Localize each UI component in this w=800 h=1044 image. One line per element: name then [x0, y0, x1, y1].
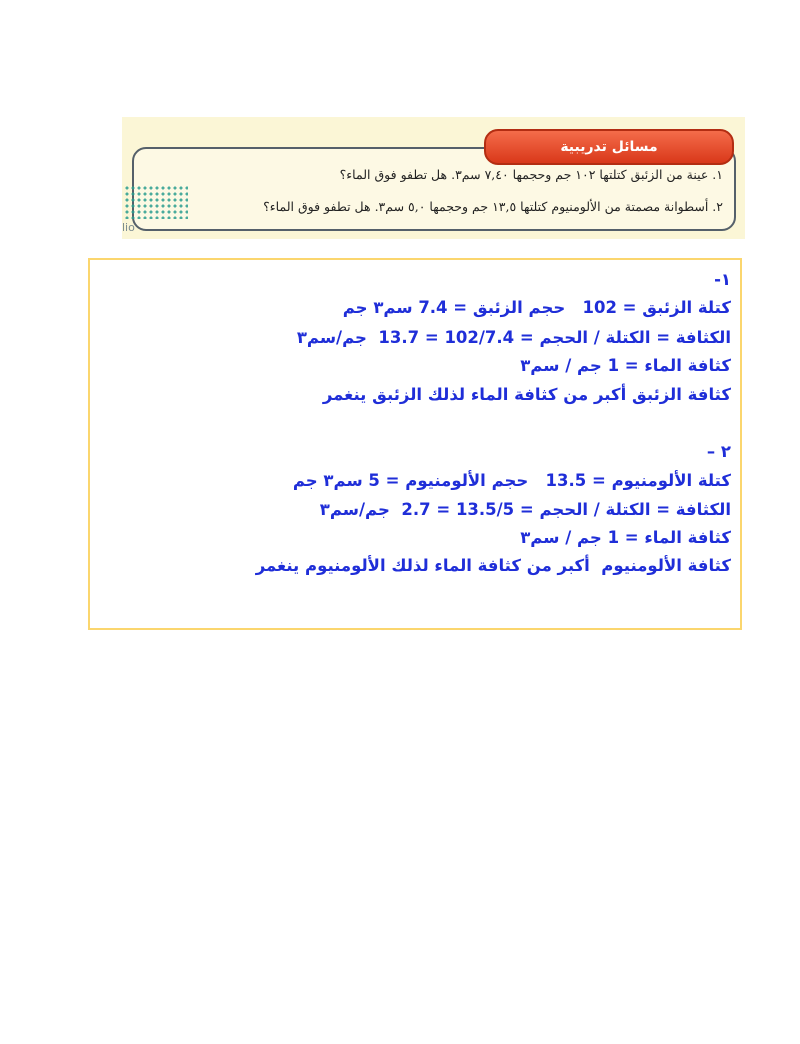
answer-2-line-3: كثافة الماء = 1 جم / سم٣ [520, 528, 731, 547]
problem-1-text: ١. عينة من الزئبق كتلتها ١٠٢ جم وحجمها ٧,٤٠ سم٣. هل تطفو فوق الماء؟ [339, 167, 723, 182]
section-title: مسائل تدريبية [560, 139, 658, 155]
answer-2-line-1: كتلة الألومنيوم = 13.5 حجم الألومنيوم = 5 سم٣ جم [292, 471, 731, 490]
answer-2-conclusion: كثافة الألومنيوم أكبر من كثافة الماء لذلك الألومنيوم ينغمر [255, 556, 731, 575]
answer-1-line-2: الكثافة = الكتلة / الحجم = 102/7.4 = 13.7 جم/سم٣ [296, 328, 731, 347]
answer-1-conclusion: كثافة الزئبق أكبر من كثافة الماء لذلك الزئبق ينغمر [322, 385, 731, 404]
answer-1-line-3: كثافة الماء = 1 جم / سم٣ [520, 356, 731, 375]
answer-1-marker: ١- [714, 270, 731, 289]
answer-1-line-1: كتلة الزئبق = 102 حجم الزئبق = 7.4 سم٣ جم [342, 298, 731, 317]
logo-text: lio [122, 221, 135, 234]
answer-box [88, 258, 742, 630]
problem-2-text: ٢. أسطوانة مصمتة من الألومنيوم كتلتها ١٣,٥ جم وحجمها ٥,٠ سم٣. هل تطفو فوق الماء؟ [263, 199, 723, 214]
answer-2-marker: ٢ – [706, 442, 731, 461]
ministry-logo-icon [124, 185, 188, 219]
textbook-excerpt-image [122, 117, 745, 239]
section-title-tab [484, 129, 734, 165]
answer-2-line-2: الكثافة = الكتلة / الحجم = 13.5/5 = 2.7 جم/سم٣ [319, 500, 731, 519]
